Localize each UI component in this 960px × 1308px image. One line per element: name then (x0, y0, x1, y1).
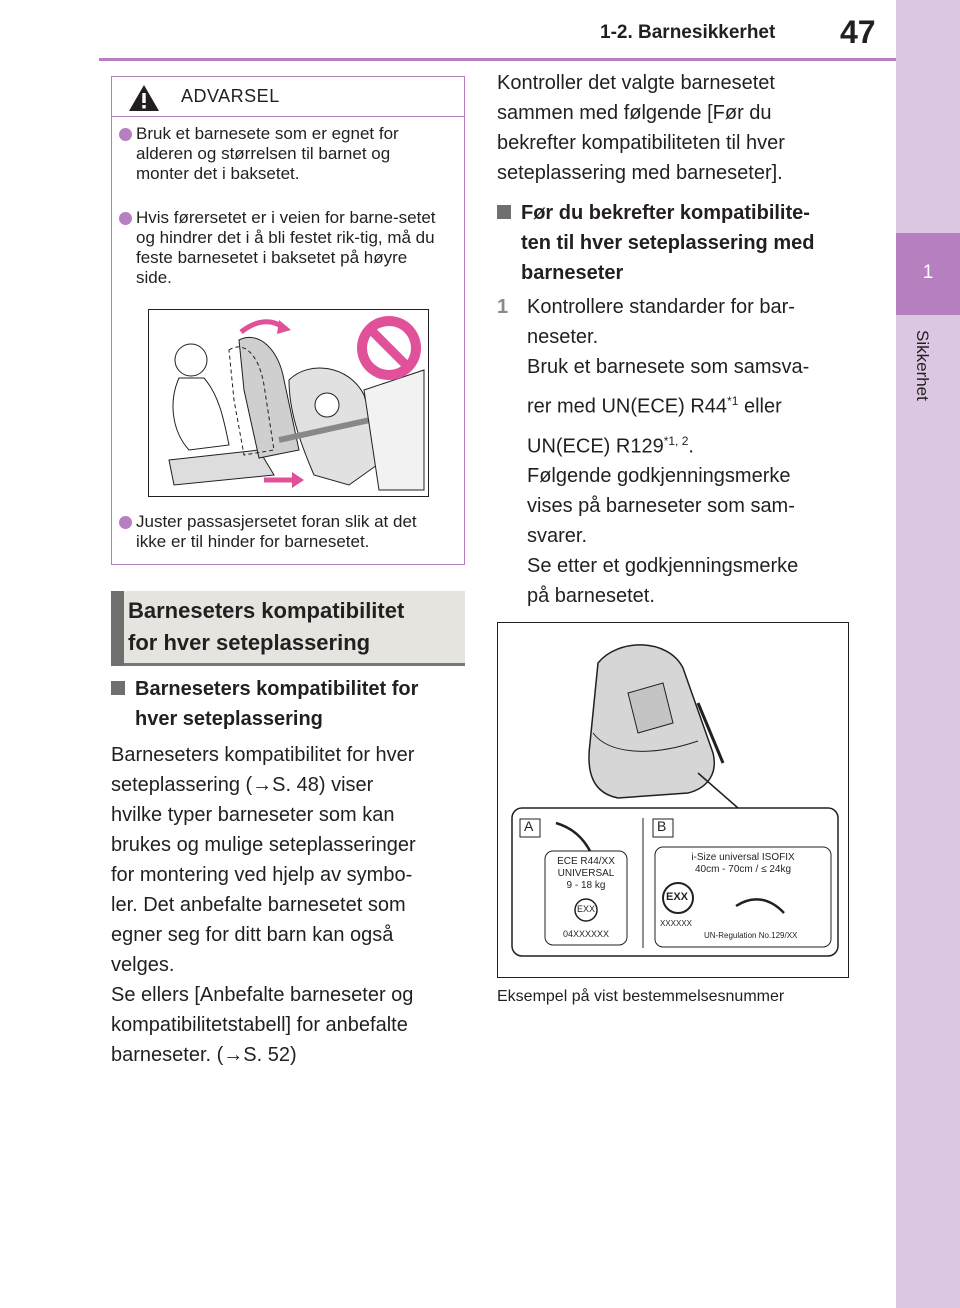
label-b-regulation: UN-Regulation No.129/XX (704, 931, 798, 940)
bullet-dot (119, 212, 132, 225)
paragraph-line: Barneseters kompatibilitet for hver (111, 744, 415, 766)
label-a-line: 9 - 18 kg (566, 880, 606, 891)
paragraph-line: kompatibilitetstabell] for anbefalte (111, 1014, 408, 1036)
section-title-line: Barneseters kompatibilitet (128, 598, 405, 623)
right-intro (497, 68, 785, 188)
label-a-code: 04XXXXXX (562, 929, 610, 939)
figure-caption: Eksempel på vist bestemmelsesnummer (497, 988, 785, 1005)
subheading-line: Barneseters kompatibilitet for (135, 678, 419, 700)
step-line: Bruk et barnesete som samsva- (527, 356, 810, 378)
label-b-line: 40cm - 70cm / ≤ 24kg (694, 864, 792, 875)
warning-bullet-text: Hvis førersetet er i veien for barne-setet og hindrer det i å bli festet rik-tig, må du feste barnesetet i baksetet på høyre side. (136, 208, 436, 287)
paragraph-line: egner seg for ditt barn kan også (111, 924, 394, 946)
step-line: svarer. (527, 525, 588, 548)
intro-line: seteplassering med barneseter]. (497, 162, 783, 184)
label-a-line: UNIVERSAL (557, 868, 615, 879)
side-tab-number: 1 (922, 262, 934, 283)
seat-interference-illustration (148, 309, 429, 497)
step-line: Kontrollere standarder for bar- (527, 296, 795, 318)
page-number: 47 (840, 14, 876, 50)
paragraph-line: Se ellers [Anbefalte barneseter og (111, 984, 414, 1006)
step-line-r44: rer med UN(ECE) R44$^{*1}$ eller (527, 394, 782, 418)
subheading-line: hver seteplassering (135, 708, 323, 730)
header-rule (99, 58, 896, 61)
bullet-dot (119, 128, 132, 141)
warning-bullet-text: Bruk et barnesete som er egnet for alderen og størrelsen til barnet og monter det i baksetet. (136, 124, 399, 183)
warning-bullet-3 (136, 512, 446, 552)
paragraph-line: brukes og mulige seteplasseringer (111, 834, 416, 856)
subheading-line: Før du bekrefter kompatibilite- (521, 202, 810, 224)
paragraph-line: seteplassering (→S. 48) viser (111, 774, 374, 796)
subheading-line: barneseter (521, 262, 624, 284)
warning-title: ADVARSEL (181, 86, 280, 106)
approval-label-figure (497, 622, 849, 978)
label-a-text (546, 856, 626, 892)
intro-line: bekrefter kompatibiliteten til hver (497, 132, 785, 154)
side-tab-label: Sikkerhet (913, 330, 932, 401)
paragraph-line: velges. (111, 954, 175, 976)
left-subheading (111, 674, 418, 734)
warning-bullet-text: Juster passasjersetet foran slik at det ikke er til hinder for barnesetet. (136, 512, 417, 551)
label-tag-b: B (657, 818, 667, 834)
paragraph-line: for montering ved hjelp av symbo- (111, 864, 413, 886)
step-1-text (527, 292, 809, 611)
label-b-line: i-Size universal ISOFIX (691, 852, 795, 863)
label-tag-a: A (524, 818, 534, 834)
section-header: 1-2. Barnesikkerhet (600, 22, 776, 43)
label-b-code: XXXXXX (660, 919, 693, 928)
warning-bullet-2 (136, 208, 446, 288)
square-bullet-icon (497, 205, 511, 219)
warning-bullet-1 (136, 124, 446, 184)
label-a-mark: EXX (577, 904, 596, 914)
section-title-bar (111, 591, 124, 666)
paragraph-line: barneseter. (→S. 52) (111, 1044, 297, 1066)
step-line: Se etter et godkjenningsmerke (527, 555, 799, 578)
section-title-line: for hver seteplassering (128, 630, 371, 655)
paragraph-line: ler. Det anbefalte barnesetet som (111, 894, 406, 916)
square-bullet-icon (111, 681, 125, 695)
warning-icon (128, 84, 160, 112)
side-tab-strip (896, 0, 960, 1308)
step-line: neseter. (527, 326, 599, 348)
label-b-text (656, 852, 830, 876)
step-number: 1 (497, 296, 509, 318)
step-line: vises på barneseter som sam- (527, 495, 795, 518)
label-a-line: ECE R44/XX (557, 856, 615, 867)
paragraph-line: hvilke typer barneseter som kan (111, 804, 395, 826)
left-paragraph (111, 740, 416, 1070)
label-b-mark: EXX (666, 891, 689, 903)
intro-line: Kontroller det valgte barnesetet (497, 72, 775, 94)
step-line-r129: UN(ECE) R129$^{*1, 2}$. (527, 433, 694, 458)
warning-header (111, 76, 465, 117)
intro-line: sammen med følgende [Før du (497, 102, 772, 124)
section-title (128, 595, 404, 659)
step-line: på barnesetet. (527, 585, 655, 608)
subheading-line: ten til hver seteplassering med (521, 232, 815, 254)
step-line: Følgende godkjenningsmerke (527, 465, 791, 488)
bullet-dot (119, 516, 132, 529)
right-subheading (497, 198, 814, 288)
